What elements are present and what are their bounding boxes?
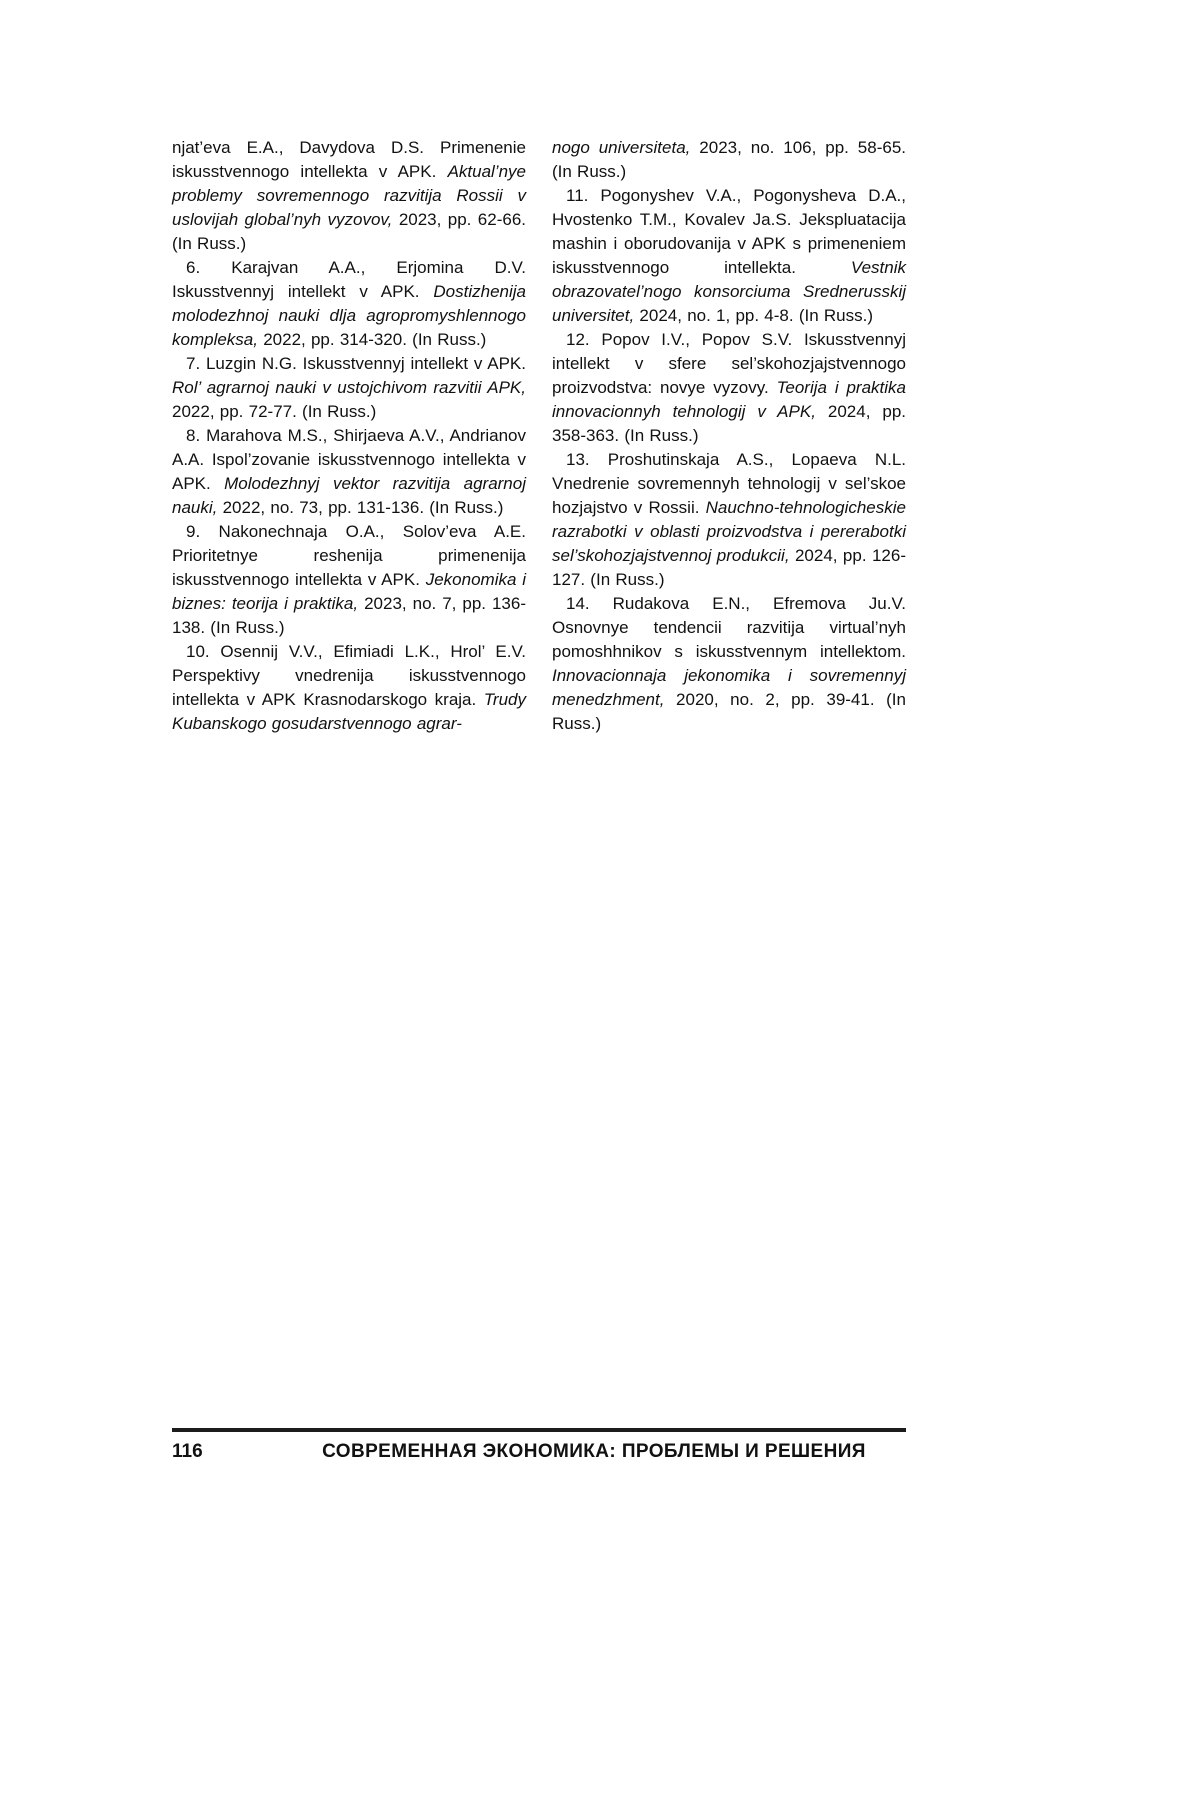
reference-text-segment: 2024, pp. 126-127. (In Russ.) [552,546,906,589]
reference-item [172,424,526,520]
reference-text-segment: Innovacionnaja jekonomika i sovremennyj menedzhment, [552,666,906,709]
reference-text-segment: 6. Karajvan A.A., Erjomina D.V. Iskusstvennyj intellekt v APK. [172,258,526,301]
reference-text-segment: nogo universiteta, [552,138,691,157]
reference-text-segment: Vestnik obrazovatel’nogo konsorciuma Srednerusskij universitet, [552,258,906,325]
reference-text-segment: 2024, no. 1, pp. 4-8. (In Russ.) [634,306,873,325]
page-number: 116 [172,1441,203,1462]
reference-item [552,136,906,184]
reference-item [172,520,526,640]
reference-item [552,328,906,448]
reference-text-segment: 11. Pogonyshev V.A., Pogonysheva D.A., Hvostenko T.M., Kovalev Ja.S. Jekspluatacija mashin i oborudovanija v APK s primeneniem iskusstvennogo intellekta. [552,186,906,277]
reference-text-segment: 2022, no. 73, pp. 131-136. (In Russ.) [217,498,504,517]
reference-item [172,640,526,736]
reference-item [172,256,526,352]
reference-text-segment: 2022, pp. 72-77. (In Russ.) [172,402,377,421]
footer-row [172,1441,906,1463]
reference-text-segment: 13. Proshutinskaja A.S., Lopaeva N.L. Vnedrenie sovremennyh tehnologij v sel’skoe hozjajstvo v Rossii. [552,450,906,517]
reference-item [552,184,906,328]
references-content [172,136,906,736]
reference-text-segment: 14. Rudakova E.N., Efremova Ju.V. Osnovnye tendencii razvitija virtual’nyh pomoshhnikov s iskusstvennym intellektom. [552,594,906,661]
reference-text-segment: 2020, no. 2, pp. 39-41. (In Russ.) [552,690,906,733]
reference-item [172,136,526,256]
reference-text-segment: 2023, no. 106, pp. 58-65. (In Russ.) [552,138,907,181]
reference-text-segment: Jekonomika i biznes: teorija i praktika, [172,570,526,613]
reference-text-segment: 7. Luzgin N.G. Iskusstvennyj intellekt v APK. [186,354,526,373]
reference-text-segment: 9. Nakonechnaja O.A., Solov’eva A.E. Prioritetnye reshenija primenenija iskusstvennogo intellekta v APK. [172,522,526,589]
reference-text-segment: njat’eva E.A., Davydova D.S. Primenenie iskusstvennogo intellekta v APK. [172,138,526,181]
reference-text-segment: 12. Popov I.V., Popov S.V. Iskusstvennyj intellekt v sfere sel’skohozjajstvennogo proizvodstva: novye vyzovy. [552,330,906,397]
references-column-right [552,136,906,736]
reference-text-segment: Aktual’nye problemy sovremennogo razvitija Rossii v uslovijah global’nyh vyzovov, [172,162,526,229]
reference-item [552,448,906,592]
reference-item [552,592,906,736]
reference-text-segment: Rol’ agrarnoj nauki v ustojchivom razvitii APK, [172,378,526,397]
page-footer [172,1428,906,1463]
reference-text-segment: 2023, pp. 62-66. (In Russ.) [172,210,527,253]
reference-text-segment: 8. Marahova M.S., Shirjaeva A.V., Andrianov A.A. Ispol’zovanie iskusstvennogo intellekta v APK. [172,426,526,493]
reference-text-segment: 10. Osennij V.V., Efimiadi L.K., Hrol’ E.V. Perspektivy vnedrenija iskusstvennogo intellekta v APK Krasnodarskogo kraja. [172,642,526,709]
reference-text-segment: 2024, pp. 358-363. (In Russ.) [552,402,907,445]
reference-text-segment: Trudy Kubanskogo gosudarstvennogo agrar- [172,690,526,733]
reference-text-segment: 2023, no. 7, pp. 136-138. (In Russ.) [172,594,526,637]
journal-title: СОВРЕМЕННАЯ ЭКОНОМИКА: ПРОБЛЕМЫ И РЕШЕНИЯ [322,1441,866,1462]
reference-text-segment: Molodezhnyj vektor razvitija agrarnoj nauki, [172,474,526,517]
reference-text-segment: Dostizhenija molodezhnoj nauki dlja agropromyshlennogo kompleksa, [172,282,526,349]
footer-rule [172,1428,906,1432]
reference-item [172,352,526,424]
references-column-left [172,136,526,736]
reference-text-segment: Nauchno-tehnologicheskie razrabotki v oblasti proizvodstva i pererabotki sel’skohozjajstvennoj produkcii, [552,498,906,565]
reference-text-segment: Teorija i praktika innovacionnyh tehnologij v APK, [552,378,907,421]
reference-text-segment: 2022, pp. 314-320. (In Russ.) [257,330,487,349]
